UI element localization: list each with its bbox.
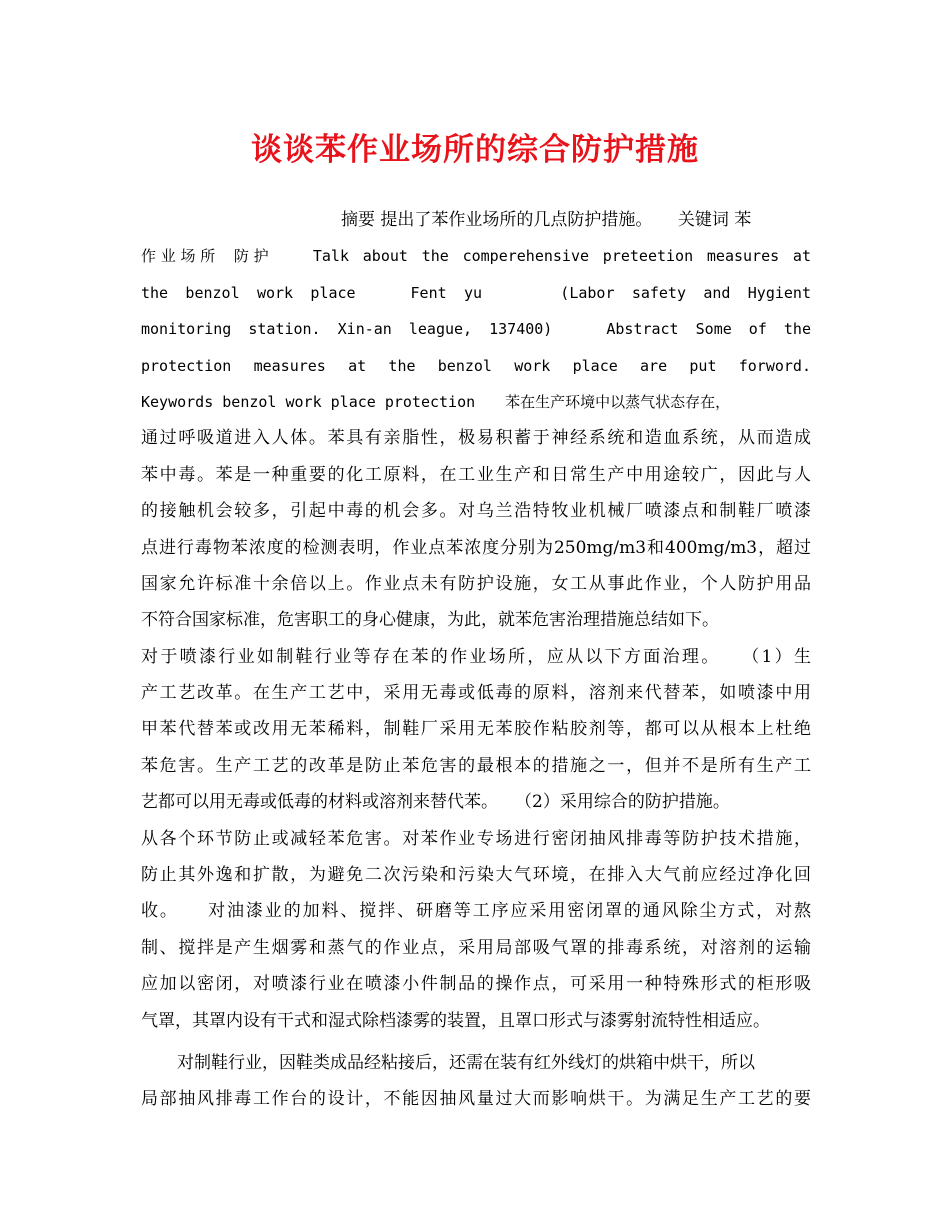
text-line: 苯中毒。苯是一种重要的化工原料，在工业生产和日常生产中用途较广，因此与人	[141, 464, 811, 485]
text-line: the benzol work place Fent yu (Labor safety and Hygient	[141, 283, 811, 302]
text-line: 气罩，其罩内设有干式和湿式除档漆雾的装置，且罩口形式与漆雾射流特性相适应。	[141, 1010, 770, 1031]
text-line: 对于喷漆行业如制鞋行业等存在苯的作业场所，应从以下方面治理。 （1）生	[141, 646, 811, 667]
text-line: protection measures at the benzol work place are put forword.	[141, 356, 811, 375]
text-line: 通过呼吸道进入人体。苯具有亲脂性，极易积蓄于神经系统和造血系统，从而造成	[141, 428, 811, 449]
text-line: 作业场所 防护 Talk about the comperehensive preteetion measures at	[141, 247, 811, 266]
text-line: 局部抽风排毒工作台的设计，不能因抽风量过大而影响烘干。为满足生产工艺的要	[141, 1089, 811, 1110]
text-line: Keywords benzol work place protection 苯在生产环境中以蒸气状态存在，	[141, 392, 731, 411]
text-line: 对制鞋行业，因鞋类成品经粘接后，还需在装有红外线灯的烘箱中烘干，所以	[177, 1052, 755, 1073]
text-line: 的接触机会较多，引起中毒的机会多。对乌兰浩特牧业机械厂喷漆点和制鞋厂喷漆	[141, 501, 811, 522]
text-line: 苯危害。生产工艺的改革是防止苯危害的最根本的措施之一，但并不是所有生产工	[141, 755, 811, 776]
text-line: 艺都可以用无毒或低毒的材料或溶剂来替代苯。 （2）采用综合的防护措施。	[141, 792, 730, 813]
text-line: monitoring station. Xin-an league, 137400) Abstract Some of the	[141, 320, 811, 339]
text-line: 收。 对油漆业的加料、搅拌、研磨等工序应采用密闭罩的通风除尘方式，对熬	[141, 901, 811, 922]
text-line: 从各个环节防止或减轻苯危害。对苯作业专场进行密闭抽风排毒等防护技术措施，	[141, 828, 811, 849]
text-line: 制、搅拌是产生烟雾和蒸气的作业点，采用局部吸气罩的排毒系统，对溶剂的运输	[141, 937, 811, 958]
text-line: 应加以密闭，对喷漆行业在喷漆小件制品的操作点，可采用一种特殊形式的柜形吸	[141, 974, 811, 995]
text-line: 甲苯代替苯或改用无苯稀料，制鞋厂采用无苯胶作粘胶剂等，都可以从根本上杜绝	[141, 719, 811, 740]
document-body	[141, 202, 811, 1118]
text-line: 摘要 提出了苯作业场所的几点防护措施。 关键词 苯	[341, 210, 752, 230]
text-line: 不符合国家标准，危害职工的身心健康，为此，就苯危害治理措施总结如下。	[141, 610, 719, 631]
document-title: 谈谈苯作业场所的综合防护措施	[251, 132, 699, 168]
text-line: 国家允许标准十余倍以上。作业点未有防护设施，女工从事此作业，个人防护用品	[141, 573, 811, 594]
text-line: 产工艺改革。在生产工艺中，采用无毒或低毒的原料，溶剂来代替苯，如喷漆中用	[141, 683, 811, 704]
text-line: 防止其外逸和扩散，为避免二次污染和污染大气环境，在排入大气前应经过净化回	[141, 865, 811, 886]
text-line: 点进行毒物苯浓度的检测表明，作业点苯浓度分别为250mg/m3和400mg/m3，超过	[141, 537, 811, 558]
